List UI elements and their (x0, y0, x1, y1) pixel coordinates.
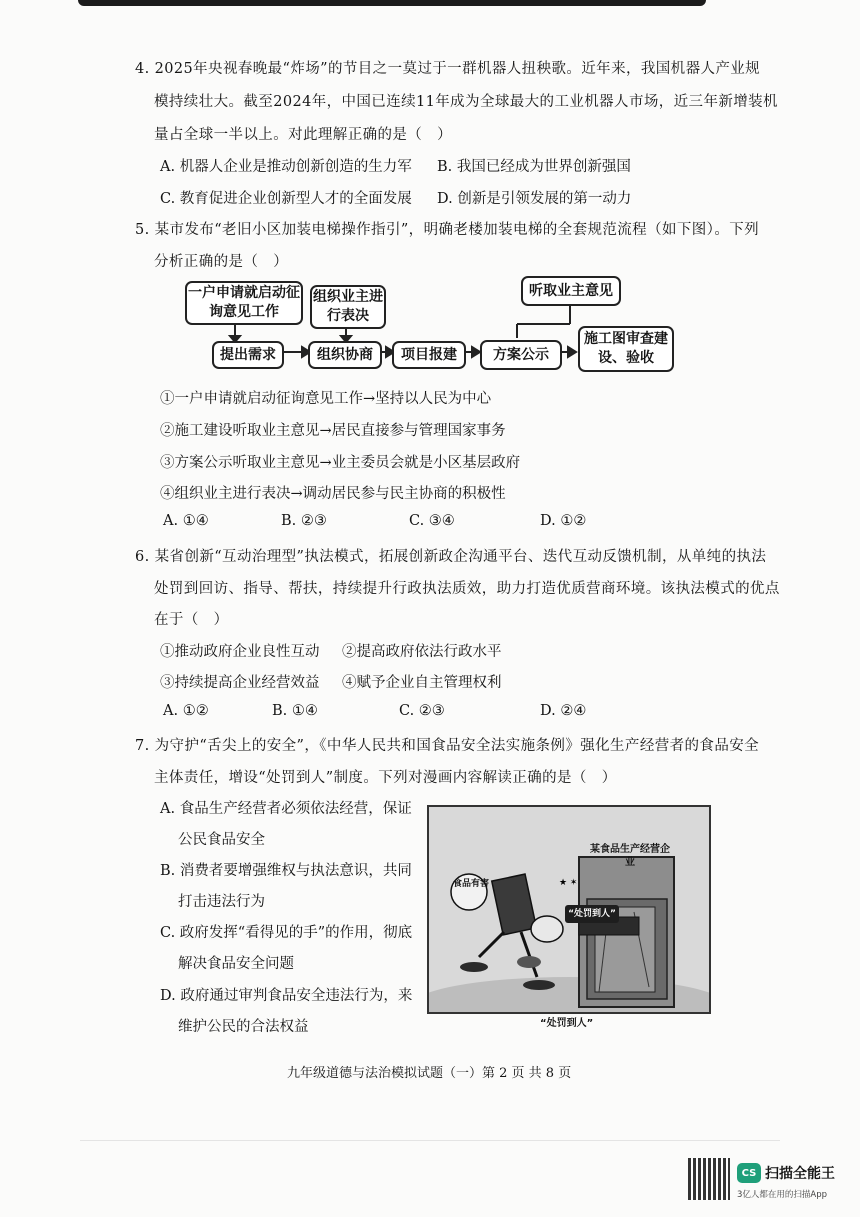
q4-option-a: A. 机器人企业是推动创新创造的生力军 (160, 159, 412, 175)
q6-option-b: B. ①④ (272, 703, 318, 719)
q4-line-3: 量占全球一半以上。对此理解正确的是（ ） (154, 127, 452, 143)
scanner-app-name: 扫描全能王 (765, 1166, 835, 1182)
scanner-app-tagline: 3亿人都在用的扫描App (737, 1190, 828, 1200)
q6-statement-4: ④赋予企业自主管理权利 (342, 675, 502, 691)
q6-line-2: 处罚到回访、指导、帮扶，持续提升行政执法质效，助力打造优质营商环境。该执法模式的优点 (154, 581, 780, 597)
flow-box-listen: 听取业主意见 (521, 276, 621, 306)
q6-option-d: D. ②④ (540, 703, 587, 719)
scan-top-edge (78, 0, 706, 6)
q5-option-b: B. ②③ (281, 513, 327, 529)
q6-line-3: 在于（ ） (154, 612, 229, 628)
q6-option-c: C. ②③ (399, 703, 445, 719)
q6-statement-3: ③持续提高企业经营效益 (160, 675, 320, 691)
q7-option-a-cont: 公民食品安全 (178, 832, 265, 848)
flow-box-apply: 一户申请就启动征询意见工作 (185, 281, 303, 325)
q5-option-c: C. ③④ (409, 513, 455, 529)
flow-box-vote: 组织业主进行表决 (310, 285, 386, 329)
q4-option-c: C. 教育促进企业创新型人才的全面发展 (160, 191, 412, 207)
q5-statement-3: ③方案公示听取业主意见→业主委员会就是小区基层政府 (160, 455, 521, 471)
cartoon-caption: “处罚到人” (540, 1018, 594, 1029)
cartoon-bag-label: 食品有害 (453, 879, 490, 889)
q5-line-2: 分析正确的是（ ） (154, 254, 289, 270)
q4-option-b: B. 我国已经成为世界创新强国 (437, 159, 631, 175)
svg-text:★ ✶: ★ ✶ (559, 878, 578, 888)
q7-line-2: 主体责任，增设“处罚到人”制度。下列对漫画内容解读正确的是（ ） (154, 770, 617, 786)
q6-statement-1: ①推动政府企业良性互动 (160, 644, 320, 660)
q7-option-c-cont: 解决食品安全问题 (178, 956, 294, 972)
q6-option-a: A. ①② (163, 703, 209, 719)
q5-option-d: D. ①② (540, 513, 587, 529)
page-footer: 九年级道德与法治模拟试题（一）第 2 页 共 8 页 (287, 1066, 572, 1081)
q5-statement-1: ①一户申请就启动征询意见工作→坚持以人民为中心 (160, 391, 492, 407)
cartoon-building-label: 某食品生产经营企业 (590, 844, 670, 868)
flow-box-publicize: 方案公示 (480, 340, 562, 370)
q7-option-c: C. 政府发挥“看得见的手”的作用，彻底 (160, 925, 413, 941)
flow-box-register: 项目报建 (392, 341, 466, 369)
q7-option-d-cont: 维护公民的合法权益 (178, 1019, 309, 1035)
q6-line-1: 6. 某省创新“互动治理型”执法模式，拓展创新政企沟通平台、迭代互动反馈机制，从单纯的执法 (135, 549, 767, 565)
flow-box-demand: 提出需求 (212, 341, 284, 369)
camscanner-logo-icon: CS (737, 1163, 761, 1183)
q4-line-1: 4. 2025年央视春晚最“炸场”的节目之一莫过于一群机器人扭秧歌。近年来，我国机器人产业规 (135, 61, 761, 77)
flow-box-consult: 组织协商 (308, 341, 382, 369)
flow-box-construction: 施工图审查建设、验收 (578, 326, 674, 372)
qr-code-icon (688, 1158, 730, 1200)
q4-option-d: D. 创新是引领发展的第一动力 (437, 191, 632, 207)
cartoon-fist-label: “处罚到人” (565, 905, 619, 923)
q7-line-1: 7. 为守护“舌尖上的安全”，《中华人民共和国食品安全法实施条例》强化生产经营者的食品安全 (135, 738, 760, 754)
q5-statement-4: ④组织业主进行表决→调动居民参与民主协商的积极性 (160, 486, 506, 502)
q6-statement-2: ②提高政府依法行政水平 (342, 644, 502, 660)
q7-option-a: A. 食品生产经营者必须依法经营，保证 (160, 801, 412, 817)
q5-line-1: 5. 某市发布“老旧小区加装电梯操作指引”，明确老楼加装电梯的全套规范流程（如下图）。下列 (135, 222, 760, 238)
q7-option-b-cont: 打击违法行为 (178, 894, 265, 910)
q5-statement-2: ②施工建设听取业主意见→居民直接参与管理国家事务 (160, 423, 506, 439)
page-divider (80, 1140, 780, 1141)
q7-option-b: B. 消费者要增强维权与执法意识，共同 (160, 863, 412, 879)
q5-option-a: A. ①④ (163, 513, 209, 529)
q7-cartoon (427, 805, 711, 1014)
q4-line-2: 模持续壮大。截至2024年，中国已连续11年成为全球最大的工业机器人市场，近三年新增装机 (154, 94, 778, 110)
q7-option-d: D. 政府通过审判食品安全违法行为，来 (160, 988, 413, 1004)
